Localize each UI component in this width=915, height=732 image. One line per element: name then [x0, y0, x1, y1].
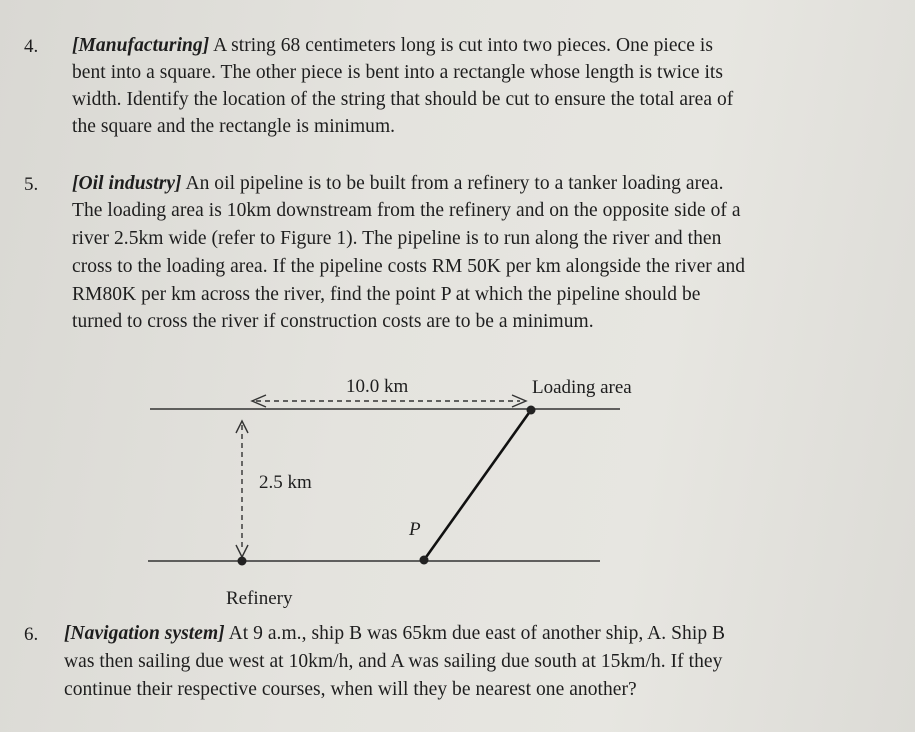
distance-label: 10.0 km: [346, 376, 409, 397]
width-label: 2.5 km: [259, 472, 312, 493]
problem-line: turned to cross the river if construction costs are to be a minimum.: [72, 311, 594, 332]
refinery-label: Refinery: [226, 588, 293, 609]
problem-line: river 2.5km wide (refer to Figure 1). The pipeline is to run along the river and then: [72, 228, 722, 249]
refinery-point: [238, 557, 247, 566]
problem-line: RM80K per km across the river, find the point P at which the pipeline should be: [72, 284, 701, 305]
problem-line: cross to the loading area. If the pipeline costs RM 50K per km alongside the river and: [72, 256, 746, 277]
problem-line: continue their respective courses, when will they be nearest one another?: [64, 679, 637, 700]
problem-number: 4.: [24, 36, 39, 57]
pipeline-figure: [0, 355, 915, 625]
point-p-label: P: [409, 519, 421, 540]
loading-area-label: Loading area: [532, 377, 632, 398]
problem-number: 6.: [24, 624, 39, 645]
problem-line: was then sailing due west at 10km/h, and A was sailing due south at 15km/h. If they: [64, 651, 723, 672]
pipeline-crossing: [424, 410, 531, 560]
problem-tag: [Manufacturing]: [72, 35, 210, 56]
problem-text: At 9 a.m., ship B was 65km due east of another ship, A. Ship B: [224, 623, 726, 644]
problem-line: the square and the rectangle is minimum.: [72, 116, 396, 137]
point-p: [420, 556, 429, 565]
problem-line: [64, 623, 725, 645]
problem-text: An oil pipeline is to be built from a refinery to a tanker loading area.: [181, 173, 724, 194]
problem-tag: [Oil industry]: [72, 173, 182, 194]
problem-number: 5.: [24, 174, 39, 195]
problem-line: [72, 173, 724, 195]
problem-line: The loading area is 10km downstream from the refinery and on the opposite side of a: [72, 200, 741, 221]
problem-line: [72, 35, 713, 57]
problem-tag: [Navigation system]: [64, 623, 225, 644]
problem-line: bent into a square. The other piece is bent into a rectangle whose length is twice its: [72, 62, 724, 83]
problem-text: A string 68 centimeters long is cut into two pieces. One piece is: [209, 35, 713, 56]
loading-area-point: [527, 406, 536, 415]
problem-line: width. Identify the location of the string that should be cut to ensure the total area of: [72, 89, 734, 110]
